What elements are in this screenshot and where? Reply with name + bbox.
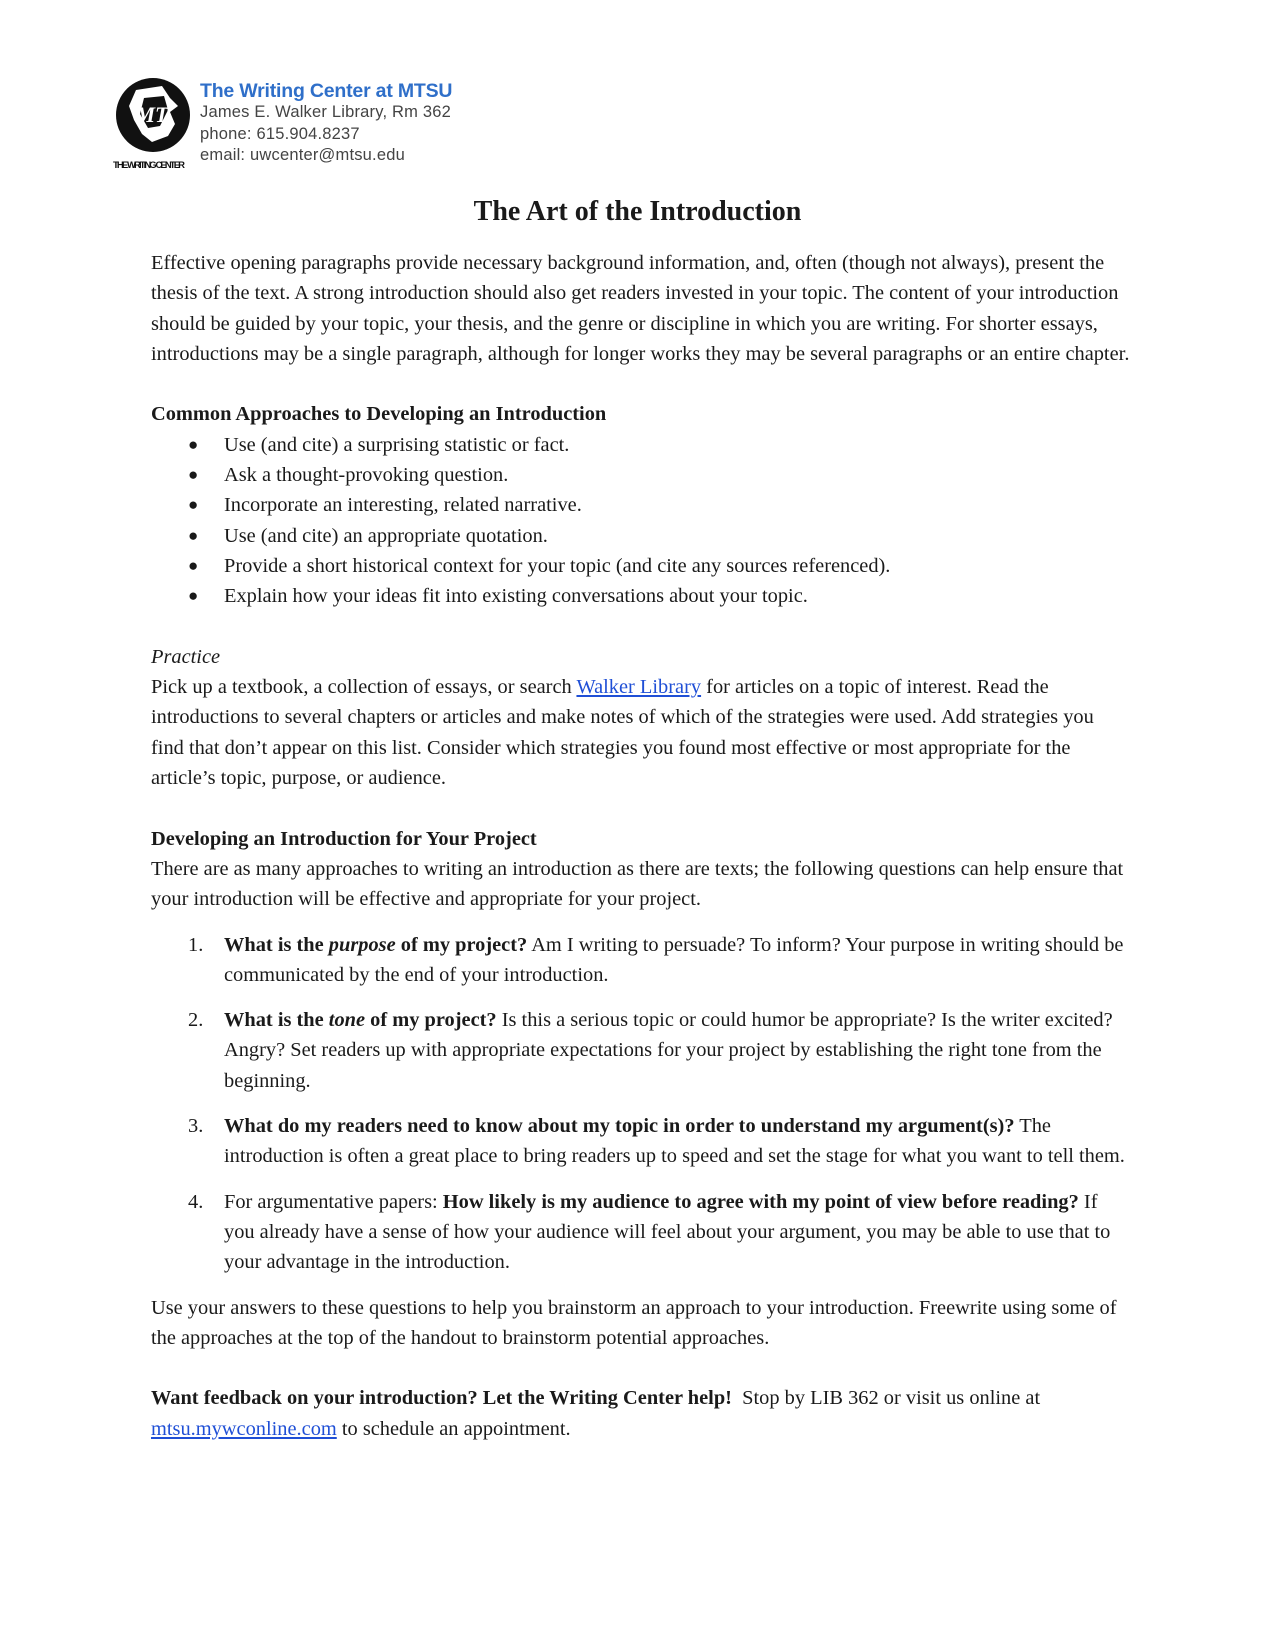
list-item: ● Use (and cite) a surprising statistic or fact. [151, 430, 1131, 460]
logo-caption: THE WRITING CENTER [113, 160, 185, 171]
bullet-icon: ● [188, 525, 199, 545]
developing-intro: There are as many approaches to writing an introduction as there are texts; the following questions can help ensure that your introduction will be effective and appropriate for your project. [151, 857, 1124, 911]
intro-paragraph: Effective opening paragraphs provide necessary background information, and, often (though not always), present the thesis of the text. A strong introduction should also get readers invested in your topic. The content of your introduction should be guided by your topic, your thesis, and the genre or discipline in which you are writing. For shorter essays, introductions may be a single paragraph, although for longer works they may be several paragraphs or an entire chapter. [151, 252, 1130, 365]
question-item: 3. What do my readers need to know about my topic in order to understand my argument(s)? The introduction is often a great place to bring readers up to speed and set the stage for what you want to tell them. [188, 1115, 1125, 1168]
practice-paragraph: Pick up a textbook, a collection of essays, or search Walker Library for articles on a topic of interest. Read the introductions to several chapters or articles and make notes of which of the strategies were used. Add strategies you find that don’t appear on this list. Consider which strategies you found most effective or most appropriate for the article’s topic, purpose, or audience. [151, 676, 1094, 790]
question-item: 2. What is the tone of my project? Is this a serious topic or could humor be appropriate? Is the writer excited? Angry? Set readers up with appropriate expectations for your project by establishing the right tone from the beginning. [188, 1009, 1113, 1092]
logo-letters: MT [135, 102, 169, 127]
list-item: ● Ask a thought-provoking question. [151, 460, 1131, 490]
wconline-link[interactable]: mtsu.mywconline.com [151, 1417, 337, 1440]
phone-line: phone: 615.904.8237 [200, 124, 360, 143]
developing-heading: Developing an Introduction for Your Project [151, 827, 537, 850]
bullet-icon: ● [188, 465, 199, 485]
questions-list [151, 930, 1131, 1278]
email-line: email: uwcenter@mtsu.edu [200, 146, 405, 164]
approaches-list [151, 430, 1131, 612]
list-item: ● Use (and cite) an appropriate quotation. [151, 521, 1131, 551]
page-title: The Art of the Introduction [473, 196, 802, 227]
bullet-icon: ● [188, 586, 199, 606]
cta-paragraph: Want feedback on your introduction? Let the Writing Center help! Stop by LIB 362 or visit us online at mtsu.mywconline.com to schedule an appointment. [151, 1387, 1046, 1440]
location-line: James E. Walker Library, Rm 362 [200, 103, 452, 121]
question-item: 1. What is the purpose of my project? Am I writing to persuade? To inform? Your purpose in writing should be communicated by the end of your introduction. [188, 933, 1124, 986]
bullet-icon: ● [188, 495, 199, 515]
practice-label: Practice [151, 645, 221, 668]
org-name: The Writing Center at MTSU [200, 80, 453, 102]
list-item: ● Provide a short historical context for your topic (and cite any sources referenced). [151, 551, 1131, 581]
writing-center-logo [112, 76, 194, 172]
contact-block [200, 80, 452, 167]
list-item: ● Incorporate an interesting, related narrative. [151, 490, 1131, 520]
bullet-icon: ● [188, 434, 199, 454]
document-body [151, 248, 1131, 1444]
closing-paragraph: Use your answers to these questions to help you brainstorm an approach to your introduction. Freewrite using some of the approaches at the top of the handout to brainstorm potential approaches. [151, 1296, 1117, 1349]
walker-library-link[interactable]: Walker Library [576, 676, 702, 699]
letterhead [112, 76, 532, 172]
bullet-icon: ● [188, 555, 199, 575]
question-item: 4. For argumentative papers: How likely is my audience to agree with my point of view before reading? If you already have a sense of how your audience will feel about your argument, you may be able to use that to your advantage in the introduction. [188, 1190, 1111, 1274]
approaches-heading: Common Approaches to Developing an Introduction [151, 403, 607, 426]
list-item: ● Explain how your ideas fit into existing conversations about your topic. [151, 581, 1131, 611]
